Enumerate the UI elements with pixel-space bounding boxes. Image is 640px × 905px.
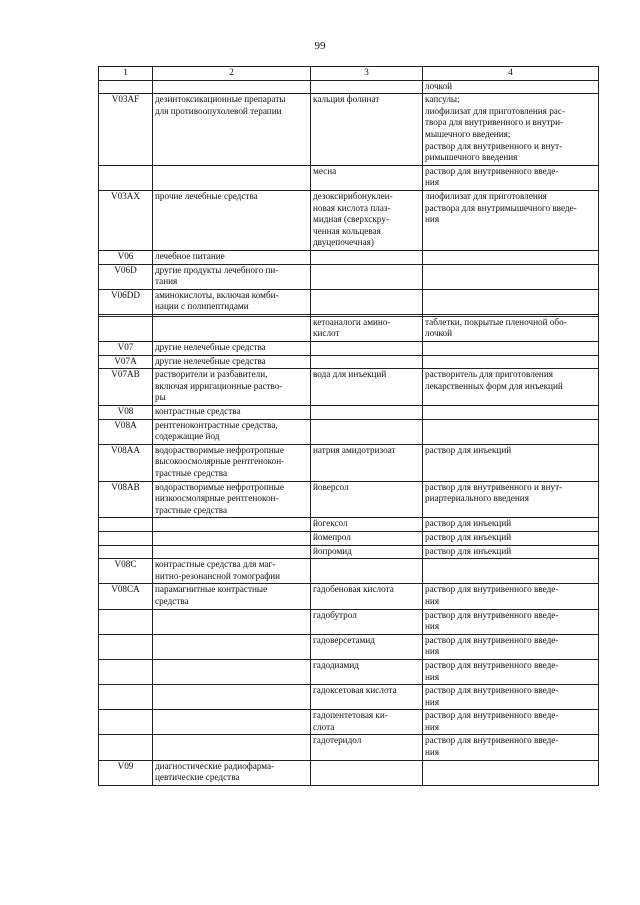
cell-dosage-form: раствор для инъекций [423, 444, 599, 481]
table-row [99, 685, 599, 710]
column-header-substance: 3 [311, 67, 423, 81]
table-row [99, 444, 599, 481]
cell-dosage-form: раствор для внутривенного введе- ния [423, 659, 599, 684]
cell-substance: натрия амидотризоат [311, 444, 423, 481]
cell-dosage-form: таблетки, покрытые пленочной обо- лочкой [423, 316, 599, 341]
table-row [99, 659, 599, 684]
cell-dosage-form [423, 760, 599, 785]
cell-group-name [153, 316, 311, 341]
cell-dosage-form: раствор для инъекций [423, 545, 599, 559]
table-row [99, 264, 599, 289]
cell-atc-code [99, 165, 153, 190]
column-header-form: 4 [423, 67, 599, 81]
cell-dosage-form: раствор для внутривенного введе- ния [423, 165, 599, 190]
cell-atc-code [99, 685, 153, 710]
cell-group-name: водорастворимые нефротропные высокоосмолярные рентгенокон- трастные средства [153, 444, 311, 481]
cell-group-name: парамагнитные контрастные средства [153, 584, 311, 609]
table-row [99, 481, 599, 518]
cell-substance [311, 250, 423, 264]
table-row [99, 369, 599, 406]
drug-classification-table [98, 66, 599, 786]
cell-atc-code: V06 [99, 250, 153, 264]
cell-atc-code: V08AA [99, 444, 153, 481]
cell-group-name: дезинтоксикационные препараты для противоопухолевой терапии [153, 94, 311, 166]
cell-atc-code [99, 659, 153, 684]
page-number: 99 [314, 40, 326, 52]
cell-group-name [153, 518, 311, 532]
cell-substance: гадопентетовая ки- слота [311, 710, 423, 735]
cell-substance: дезоксирибонуклеи- новая кислота плаз- мидная (сверхскру- ченная кольцевая двуцепочечная) [311, 190, 423, 250]
table-row [99, 316, 599, 341]
cell-group-name: контрастные средства для маг- нитно-резонансной томографии [153, 559, 311, 584]
cell-atc-code [99, 710, 153, 735]
cell-atc-code: V06DD [99, 289, 153, 314]
table-row [99, 559, 599, 584]
cell-dosage-form: раствор для инъекций [423, 531, 599, 545]
cell-dosage-form: раствор для инъекций [423, 518, 599, 532]
cell-atc-code: V03AF [99, 94, 153, 166]
cell-dosage-form [423, 289, 599, 314]
cell-group-name: водорастворимые нефротропные низкоосмолярные рентгенокон- трастные средства [153, 481, 311, 518]
cell-group-name [153, 685, 311, 710]
cell-substance [311, 419, 423, 444]
column-header-code: 1 [99, 67, 153, 81]
cell-atc-code [99, 634, 153, 659]
cell-substance: кальция фолинат [311, 94, 423, 166]
cell-group-name: контрастные средства [153, 406, 311, 420]
cell-substance: месна [311, 165, 423, 190]
table-row [99, 735, 599, 760]
cell-substance: гадотеридол [311, 735, 423, 760]
cell-dosage-form [423, 559, 599, 584]
table-row [99, 190, 599, 250]
cell-group-name: растворители и разбавители, включая ирригационные раство- ры [153, 369, 311, 406]
cell-substance: йопромид [311, 545, 423, 559]
table-row [99, 609, 599, 634]
table-row [99, 419, 599, 444]
cell-substance: гадоксетовая кислота [311, 685, 423, 710]
column-header-group: 2 [153, 67, 311, 81]
cell-atc-code: V07AB [99, 369, 153, 406]
cell-group-name [153, 531, 311, 545]
cell-dosage-form: раствор для внутривенного введе- ния [423, 710, 599, 735]
cell-atc-code [99, 609, 153, 634]
cell-group-name: другие нелечебные средства [153, 342, 311, 356]
table-row [99, 94, 599, 166]
table-row [99, 531, 599, 545]
cell-dosage-form [423, 419, 599, 444]
cell-group-name [153, 634, 311, 659]
table-row [99, 710, 599, 735]
cell-substance [311, 760, 423, 785]
table-row [99, 289, 599, 314]
table-row [99, 355, 599, 369]
cell-atc-code [99, 80, 153, 94]
cell-atc-code: V07 [99, 342, 153, 356]
cell-dosage-form: растворитель для приготовления лекарственных форм для инъекций [423, 369, 599, 406]
cell-atc-code [99, 545, 153, 559]
cell-group-name: рентгеноконтрастные средства, содержащие йод [153, 419, 311, 444]
cell-group-name: другие продукты лечебного пи- тания [153, 264, 311, 289]
cell-substance: гадоверсетамид [311, 634, 423, 659]
cell-substance [311, 559, 423, 584]
cell-atc-code: V08AB [99, 481, 153, 518]
cell-substance [311, 355, 423, 369]
cell-substance: гадобутрол [311, 609, 423, 634]
cell-atc-code: V08 [99, 406, 153, 420]
cell-substance [311, 264, 423, 289]
cell-dosage-form [423, 355, 599, 369]
table-row [99, 80, 599, 94]
cell-group-name [153, 735, 311, 760]
cell-dosage-form: раствор для внутривенного введе- ния [423, 685, 599, 710]
table-header-row [99, 67, 599, 81]
cell-substance: гадобеновая кислота [311, 584, 423, 609]
cell-substance: вода для инъекций [311, 369, 423, 406]
table-row [99, 165, 599, 190]
table-row [99, 406, 599, 420]
cell-substance [311, 289, 423, 314]
cell-atc-code [99, 735, 153, 760]
cell-atc-code: V08A [99, 419, 153, 444]
cell-atc-code [99, 316, 153, 341]
cell-substance: гадодиамид [311, 659, 423, 684]
cell-dosage-form: раствор для внутривенного и внут- риартериального введения [423, 481, 599, 518]
cell-substance [311, 406, 423, 420]
cell-group-name [153, 545, 311, 559]
table-row [99, 250, 599, 264]
cell-atc-code [99, 531, 153, 545]
cell-group-name: другие нелечебные средства [153, 355, 311, 369]
cell-substance [311, 80, 423, 94]
cell-dosage-form: раствор для внутривенного введе- ния [423, 584, 599, 609]
cell-dosage-form [423, 250, 599, 264]
table-row [99, 760, 599, 785]
cell-group-name [153, 80, 311, 94]
cell-atc-code: V08C [99, 559, 153, 584]
cell-group-name [153, 609, 311, 634]
cell-atc-code: V09 [99, 760, 153, 785]
cell-substance: йомепрол [311, 531, 423, 545]
cell-dosage-form: лиофилизат для приготовления раствора для внутримышечного введе- ния [423, 190, 599, 250]
table-row [99, 518, 599, 532]
cell-dosage-form [423, 406, 599, 420]
cell-atc-code: V07A [99, 355, 153, 369]
table-row [99, 634, 599, 659]
cell-atc-code: V08CA [99, 584, 153, 609]
cell-dosage-form [423, 342, 599, 356]
table-row [99, 342, 599, 356]
cell-atc-code: V03AX [99, 190, 153, 250]
cell-group-name: аминокислоты, включая комби- нации с полипептидами [153, 289, 311, 314]
cell-atc-code: V06D [99, 264, 153, 289]
cell-atc-code [99, 518, 153, 532]
cell-dosage-form: капсулы; лиофилизат для приготовления рас- твора для внутривенного и внутри- мышечного введения; раствор для внутривенного и внут- римышечного введения [423, 94, 599, 166]
cell-substance: йогексол [311, 518, 423, 532]
cell-group-name [153, 165, 311, 190]
table-row [99, 584, 599, 609]
cell-group-name [153, 710, 311, 735]
cell-dosage-form: раствор для внутривенного введе- ния [423, 735, 599, 760]
cell-dosage-form: раствор для внутривенного введе- ния [423, 634, 599, 659]
cell-group-name [153, 659, 311, 684]
cell-substance [311, 342, 423, 356]
table-row [99, 545, 599, 559]
cell-group-name: лечебное питание [153, 250, 311, 264]
cell-group-name: прочие лечебные средства [153, 190, 311, 250]
cell-substance: йоверсол [311, 481, 423, 518]
cell-substance: кетоаналоги амино- кислот [311, 316, 423, 341]
cell-dosage-form: лочкой [423, 80, 599, 94]
cell-group-name: диагностические радиофарма- цевтические средства [153, 760, 311, 785]
cell-dosage-form [423, 264, 599, 289]
cell-dosage-form: раствор для внутривенного введе- ния [423, 609, 599, 634]
